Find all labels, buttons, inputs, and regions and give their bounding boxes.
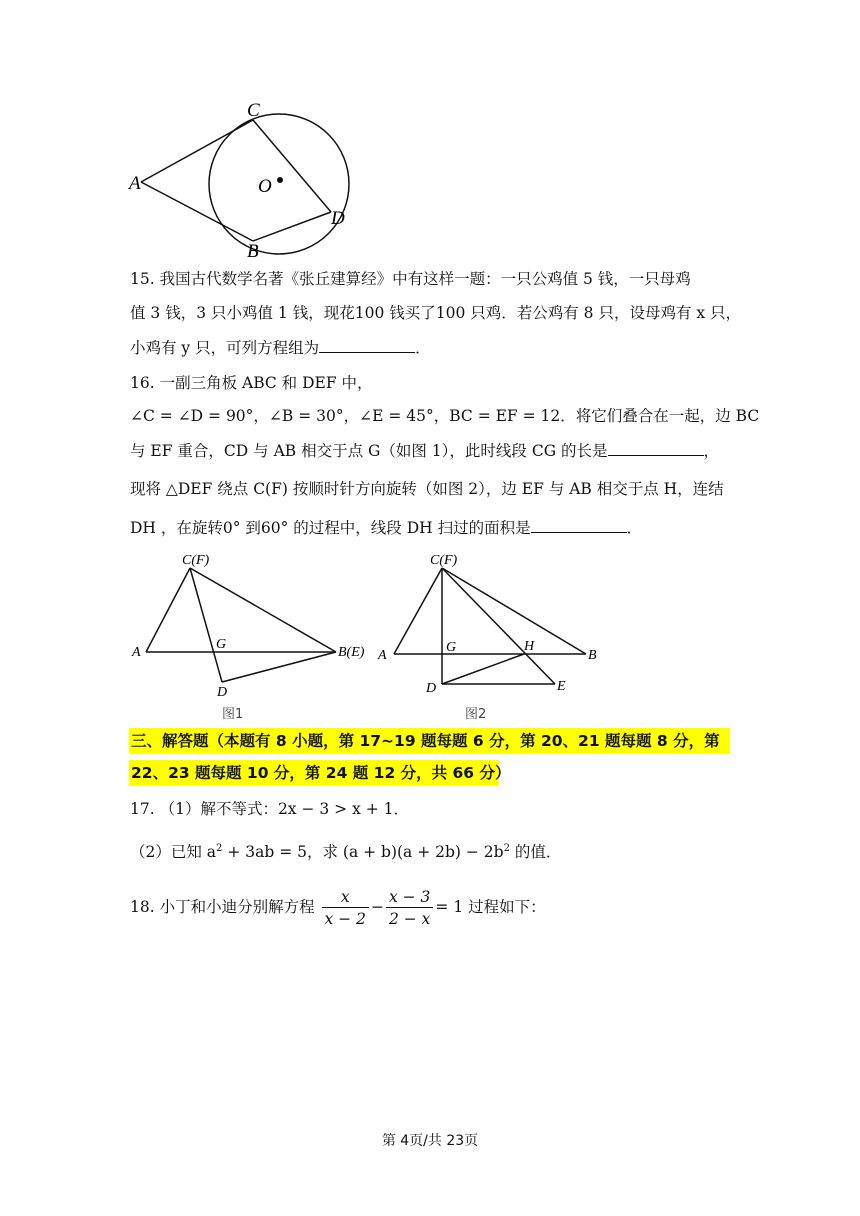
- answer-blank-15[interactable]: [319, 336, 415, 353]
- fig2-label-cf: C(F): [430, 553, 458, 568]
- q15-line-1: 15. 我国古代数学名著《张丘建算经》中有这样一题：一只公鸡值 5 钱，一只母鸡: [130, 270, 691, 288]
- fig2-label-d: D: [426, 681, 437, 696]
- answer-blank-16-1[interactable]: [608, 439, 704, 456]
- section-3-heading-line-2: 22、23 题每题 10 分，第 24 题 12 分，共 66 分）: [131, 764, 511, 782]
- q17-part-2-c: 的值．: [509, 843, 562, 862]
- q17-exp-1: 2: [216, 843, 223, 854]
- label-c: C: [247, 100, 260, 121]
- q16-line-1: 16. 一副三角板 ABC 和 DEF 中，: [130, 374, 373, 392]
- label-d: D: [331, 208, 345, 229]
- q17-part-2: [130, 838, 750, 863]
- q18-minus: −: [370, 898, 384, 916]
- fig2-label-b: B: [588, 648, 597, 663]
- q18-fraction-1-num: x: [322, 887, 369, 908]
- q17-part-2-a: （2）已知 a: [130, 843, 217, 862]
- q18-fraction-2-num: x − 3: [386, 887, 433, 908]
- q16-line-4: 现将 △DEF 绕点 C(F) 按顺时针方向旋转（如图 2），边 EF 与 AB 相交于点 H，连结: [130, 480, 724, 498]
- q16-line-5: [130, 516, 750, 539]
- fig1-label-g: G: [216, 637, 227, 652]
- q18-fraction-2-den: 2 − x: [388, 909, 431, 928]
- q17-exp-2: 2: [503, 843, 510, 854]
- q18-suffix: = 1 过程如下：: [435, 898, 546, 916]
- q16-line-3: [130, 439, 750, 462]
- answer-blank-16-2[interactable]: [531, 516, 627, 533]
- q17-part-2-b: + 3ab = 5，求 (a + b)(a + 2b) − 2b: [222, 843, 504, 862]
- q18-fraction-1-den: x − 2: [324, 909, 366, 928]
- fig2-label-e: E: [557, 679, 566, 694]
- fig1-caption: 图1: [222, 707, 244, 722]
- label-a: A: [129, 173, 141, 194]
- q16-line-2: ∠C = ∠D = 90°，∠B = 30°，∠E = 45°，BC = EF = 12．将它们叠合在一起，边 BC: [130, 407, 760, 425]
- q17-part-1: 17. （1）解不等式：2x − 3 > x + 1．: [130, 800, 410, 818]
- q18-fraction-1: [322, 887, 369, 930]
- fig2-label-a: A: [378, 648, 387, 663]
- q18-line: [130, 882, 750, 932]
- fig1-label-cf: C(F): [182, 553, 210, 568]
- figure-2: [372, 548, 612, 728]
- q15-line-3: [130, 336, 750, 359]
- q16-line-5-end: ．: [626, 519, 643, 537]
- figure-1: [128, 548, 368, 728]
- q16-line-3-text: 与 EF 重合，CD 与 AB 相交于点 G（如图 1），此时线段 CG 的长是: [130, 442, 608, 460]
- q15-line-3-text: 小鸡有 y 只，可列方程组为: [130, 339, 320, 357]
- q15-line-2: 值 3 钱，3 只小鸡值 1 钱，现花100 钱买了100 只鸡．若公鸡有 8 只，设母鸡有 x 只，: [130, 304, 742, 322]
- q16-line-3-end: ，: [703, 442, 720, 460]
- section-3-heading-line-1: 三、解答题（本题有 8 小题，第 17~19 题每题 6 分，第 20、21 题每题 8 分，第: [131, 732, 720, 750]
- label-b: B: [247, 241, 259, 262]
- q18-prefix: 18. 小丁和小迪分别解方程: [130, 898, 315, 916]
- circle-tangent-figure: [125, 100, 355, 265]
- q16-line-5-text: DH ，在旋转0° 到60° 的过程中，线段 DH 扫过的面积是: [130, 519, 531, 537]
- q18-fraction-2: [386, 887, 433, 930]
- fig1-label-be: B(E): [338, 645, 365, 660]
- page-footer: 第 4页/共 23页: [381, 1133, 479, 1149]
- fig2-label-h: H: [524, 639, 535, 654]
- fig2-caption: 图2: [465, 707, 487, 722]
- fig1-label-a: A: [132, 645, 141, 660]
- fig1-label-d: D: [217, 685, 228, 700]
- q15-line-3-end: ．: [415, 339, 431, 357]
- label-o: O: [258, 176, 272, 197]
- fig2-label-g: G: [446, 640, 457, 655]
